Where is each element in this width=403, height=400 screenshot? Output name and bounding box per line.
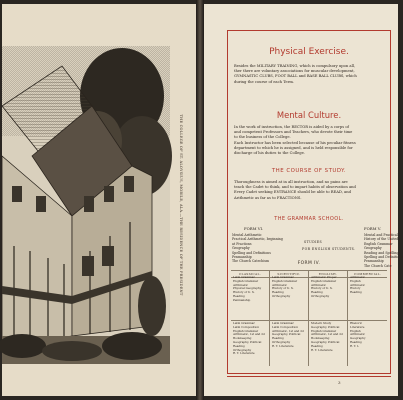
form-five-subjects: Mental and Practical History of the United English Grammar Geography Reading and Spelling Spelling and Definitions Penmanship The Church Cate [364,233,403,268]
form-six-subjects: Mental Arithmetic Practical Arithmetic, beginning at Fractions Geography Spelling and Definitions Penmanship The Church Catechism [232,233,283,264]
mental-culture-text: In the work of instruction, the RECTOR is aided by a corps of and competent Professors and Teachers, who devote their time to the business of the College. Each Instructor has been selected because of his peculiar fitness department to which he is assigned, and is held responsible for discharge of his duties to the College. [234,125,356,156]
form-four-table [231,270,387,366]
left-page [2,4,196,396]
physical-exercise-text: Besides the MILITARY TRAINING, which is compulsory upon all, ther there are voluntary associations for muscular development, GYMNASTIC CLUBS, FOOT BALL and BASE BALL CLUBS, which during the course of each Term. [234,64,357,84]
right-page [204,4,403,396]
table-column-english: ENGLISH. Arithmetic Proper English Grammar Arithmetic History of U. S. Reading Orthography Modern Study Geography, Political English Grammar Arithmetic, 1st and 2d Bookkeeping Geography, Political Reading R. T. Literature [309,270,348,366]
mental-culture-heading: Mental Culture. [276,110,342,120]
table-column-commercial: COMMERCIAL. Arithmetic English Arithmetic History Reading Rhetoric Literature English Arithmetic Geography Reading R. T. L [350,272,382,348]
table-column-classical: CLASSICAL. Latin Grammar English Grammar Arithmetic Physical Geography History of U. S. Reading Penmanship Latin Grammar Latin Composition English Grammar Arithmetic, 1st and 2d Bookkeeping Geography, Political Reading Orthography R. T. Literature [231,270,270,366]
course-of-study-text: Thoroughness is aimed at in all instruction, and no pains are teach the Cadet to think, and to impart habits of observation and Every Cadet seeking ENTRANCE should be able to READ, and Arithmetic as far as to FRACTIONS. [234,180,356,200]
college-building-engraving [2,46,170,364]
table-column-scientific: SCIENTIFIC. Latin Grammar English Grammar Arithmetic History of U. S. Reading Orthography Latin Grammar Latin Composition Arithmetic, 1st and 2d Geography, Political Reading Orthography R. T. Literature [270,270,309,366]
form-five-label: FORM V. [364,226,381,231]
brace-label-bottom: FOR ENGLISH STUDENTS. [302,247,356,251]
grammar-school-heading: THE GRAMMAR SCHOOL. [274,216,344,222]
engraving-caption: THE COLLEGE OF ST. ALOYSIUS, MOBILE, ALA.—THE RESIDENCE OF THE PRESIDENT [179,114,183,296]
form-four-heading: FORM IV. [297,261,321,266]
page-frame-bottom-rule [227,376,391,377]
form-six-label: FORM VI. [244,226,264,231]
course-of-study-heading: THE COURSE OF STUDY. [271,168,347,174]
book-gutter [196,0,204,400]
page-number: 3 [338,380,341,385]
physical-exercise-heading: Physical Exercise. [269,47,349,57]
brace-label-top: STUDIES [304,240,323,244]
